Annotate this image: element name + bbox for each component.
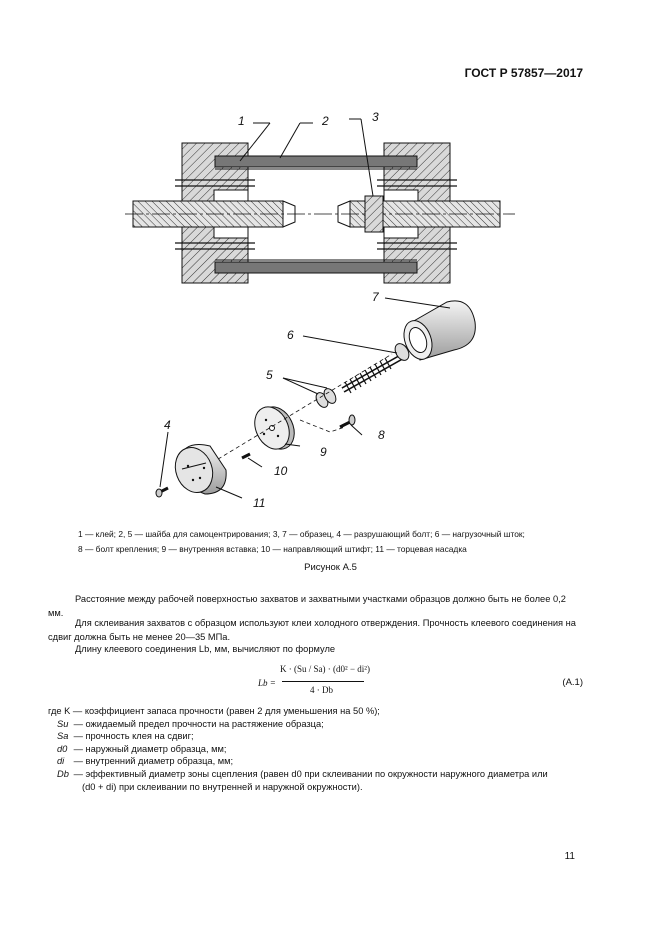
callout-6: 6	[287, 328, 294, 342]
breaking-bolt	[156, 488, 168, 497]
figure-legend	[78, 527, 588, 557]
callout-8: 8	[378, 428, 385, 442]
callout-4: 4	[164, 418, 171, 432]
page-number: 11	[564, 851, 575, 862]
formula-numerator: K · (Su / Sa) · (d0² − di²)	[280, 664, 370, 674]
formula-lhs: Lb =	[258, 678, 276, 688]
callout-3: 3	[372, 110, 379, 124]
callout-2: 2	[322, 114, 329, 128]
paragraph-adhesive: Для склеивания захватов с образцом используют клеи холодного отверждения. Прочность клеевого соединения на сдвиг должна быть не менее 20—35 МПа.	[48, 618, 576, 642]
callout-10: 10	[274, 464, 288, 478]
definition-item: Sa — прочность клея на сдвиг;	[57, 731, 194, 742]
end-cap	[169, 442, 226, 498]
definition-item: Db — эффективный диаметр зоны сцепления (равен d0 при склеивании по окружности наружного диаметра или	[57, 768, 548, 779]
figure-caption: Рисунок А.5	[304, 562, 357, 573]
fastening-bolt	[340, 415, 355, 427]
callout-5: 5	[266, 368, 273, 382]
fraction-bar	[282, 681, 364, 682]
callout-7: 7	[372, 290, 379, 304]
formula-denominator: 4 · Db	[310, 685, 333, 695]
definition-item: d0 — наружный диаметр образца, мм;	[57, 743, 227, 754]
callout-9: 9	[320, 445, 327, 459]
paragraph-length: Длину клеевого соединения Lb, мм, вычисляют по формуле	[75, 644, 336, 654]
paragraph-clearance: Расстояние между рабочей поверхностью захватов и захватными участками образцов должно быть не более 0,2 мм.	[48, 594, 566, 618]
callout-11: 11	[253, 496, 266, 510]
definitions-list	[48, 705, 548, 793]
formula-a1	[258, 662, 368, 702]
document-code: ГОСТ Р 57857—2017	[464, 66, 583, 80]
legend-line: 8 — болт крепления; 9 — внутренняя вставка; 10 — направляющий штифт; 11 — торцевая насадка	[78, 544, 467, 554]
definition-continuation: (d0 + di) при склеивании по внутренней и наружной окружности).	[82, 781, 363, 792]
legend-line: 1 — клей; 2, 5 — шайба для самоцентрирования; 3, 7 — образец, 4 — разрушающий болт; 6 — нагрузочный шток;	[78, 529, 525, 539]
cross-section-view	[125, 119, 515, 283]
specimen-cylinder	[399, 301, 475, 363]
callout-1: 1	[238, 114, 245, 128]
inner-insert	[248, 401, 301, 454]
definition-item: di — внутренний диаметр образца, мм;	[57, 756, 234, 767]
exploded-view	[156, 298, 475, 498]
equation-number: (А.1)	[562, 677, 583, 688]
definition-intro: где K — коэффициент запаса прочности (равен 2 для уменьшения на 50 %);	[48, 706, 380, 716]
definition-item: Su — ожидаемый предел прочности на растяжение образца;	[57, 718, 324, 729]
